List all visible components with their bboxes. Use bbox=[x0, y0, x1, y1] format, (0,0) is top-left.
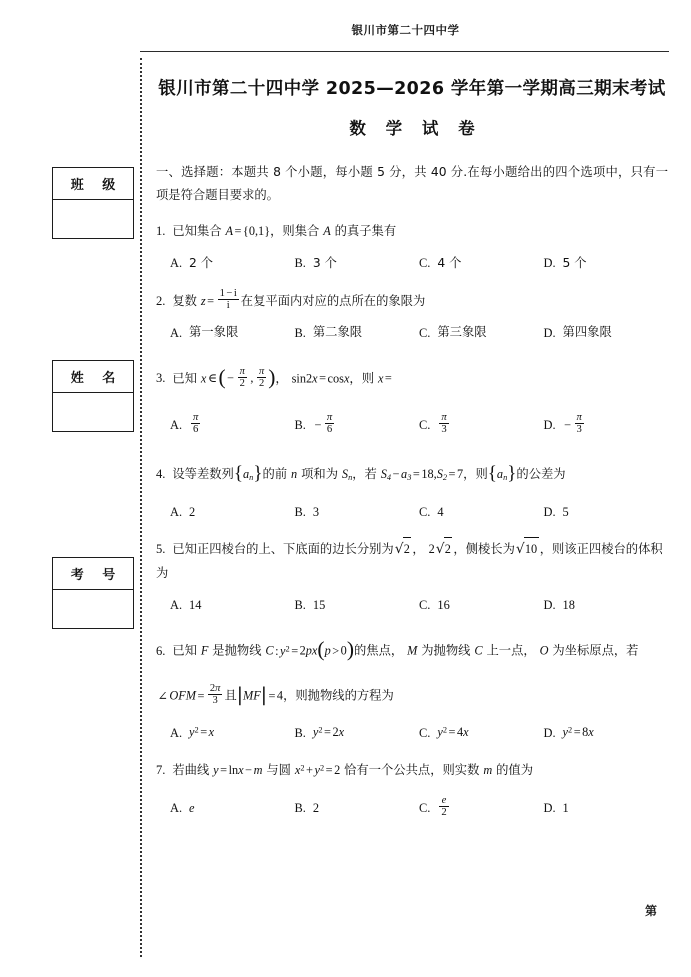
option-text: 3 bbox=[312, 504, 320, 519]
option-letter: D. bbox=[543, 256, 556, 271]
option-letter: C. bbox=[419, 325, 431, 340]
option-text: 5 个 bbox=[562, 255, 587, 270]
exam-sheet bbox=[156, 66, 668, 826]
class-box-field[interactable] bbox=[53, 200, 133, 238]
question-6-stem-line2: ∠ OFM = $\frac{2\pi}{3}$ 且|MF| = 4，则抛物线的方程为 bbox=[157, 683, 394, 707]
question-5-option-d[interactable] bbox=[544, 593, 669, 617]
question-2-option-b[interactable] bbox=[295, 321, 420, 345]
question-4-options bbox=[156, 500, 668, 524]
option-text: 4 bbox=[437, 504, 444, 519]
question-6-option-a[interactable] bbox=[170, 721, 295, 745]
seal-fold-line bbox=[140, 58, 142, 957]
option-text: 2 bbox=[312, 801, 320, 816]
question-7-options bbox=[156, 790, 668, 826]
question-3-option-a[interactable] bbox=[170, 407, 295, 443]
question-4-option-a[interactable] bbox=[170, 500, 295, 524]
option-letter: A. bbox=[170, 325, 183, 340]
option-text: 14 bbox=[189, 598, 202, 613]
question-6-option-c[interactable] bbox=[419, 721, 544, 745]
option-letter: B. bbox=[294, 256, 306, 271]
question-1-stem: 1. 已知集合 A = {0,1}，则集合 A 的真子集有 bbox=[156, 224, 397, 239]
option-letter: D. bbox=[543, 325, 556, 340]
option-text: $\frac{\pi}{3}$ bbox=[576, 411, 582, 435]
name-box-label: 姓 名 bbox=[53, 361, 133, 393]
option-letter: A. bbox=[170, 504, 183, 519]
subject-title: 数 学 试 卷 bbox=[349, 119, 482, 138]
question-3-option-d[interactable]: D. − $\frac{\pi}{3}$ bbox=[544, 407, 669, 443]
option-text: $y^2 = 2x$ bbox=[312, 725, 345, 740]
question-1-option-c[interactable] bbox=[419, 251, 544, 275]
name-box[interactable] bbox=[52, 360, 134, 432]
page-number: 第 bbox=[644, 904, 657, 918]
option-text: 4 个 bbox=[437, 255, 462, 270]
question-7-option-a[interactable] bbox=[170, 790, 295, 826]
option-text: e bbox=[189, 801, 195, 816]
option-letter: A. bbox=[170, 726, 183, 741]
question-5-option-c[interactable] bbox=[419, 593, 544, 617]
option-letter: B. bbox=[294, 801, 306, 816]
option-text: $\frac{\pi}{6}$ bbox=[326, 411, 333, 435]
question-5 bbox=[156, 537, 668, 617]
option-letter: A. bbox=[170, 598, 183, 613]
question-6-options bbox=[156, 721, 668, 745]
question-1-option-b[interactable] bbox=[295, 251, 420, 275]
question-2-number: 2. bbox=[156, 293, 166, 308]
question-2-option-c[interactable] bbox=[419, 321, 544, 345]
option-letter: A. bbox=[170, 256, 183, 271]
running-header bbox=[148, 22, 663, 38]
question-6-number: 6. bbox=[156, 643, 166, 658]
page-title: 银川市第二十四中学 2025—2026 学年第一学期高三期末考试 bbox=[158, 79, 666, 99]
option-letter: A. bbox=[170, 801, 183, 816]
option-text: $y^2 = x$ bbox=[189, 725, 215, 740]
option-letter: B. bbox=[294, 417, 306, 432]
option-letter: C. bbox=[419, 417, 431, 432]
question-4-number: 4. bbox=[156, 466, 166, 481]
option-text: $\frac{\pi}{6}$ bbox=[193, 411, 199, 435]
question-1 bbox=[156, 219, 668, 275]
question-1-option-a[interactable] bbox=[170, 251, 295, 275]
question-3-option-c[interactable] bbox=[419, 407, 544, 443]
option-text: 第一象限 bbox=[189, 324, 239, 339]
question-7-option-b[interactable] bbox=[295, 790, 420, 826]
header-rule bbox=[140, 51, 669, 52]
question-3-options bbox=[156, 407, 668, 443]
question-2-options bbox=[156, 321, 668, 345]
option-letter: C. bbox=[419, 726, 431, 741]
question-1-options bbox=[156, 251, 668, 275]
option-text: 18 bbox=[562, 598, 575, 613]
option-letter: D. bbox=[543, 417, 556, 432]
option-text: 15 bbox=[312, 598, 326, 613]
option-letter: B. bbox=[294, 325, 306, 340]
option-letter: C. bbox=[419, 598, 431, 613]
exam-number-box[interactable] bbox=[52, 557, 134, 629]
exam-number-box-field[interactable] bbox=[53, 590, 133, 628]
option-letter: D. bbox=[543, 504, 556, 519]
question-4-option-c[interactable] bbox=[419, 500, 544, 524]
question-3 bbox=[156, 358, 668, 443]
question-4 bbox=[156, 456, 668, 524]
question-5-number: 5. bbox=[156, 542, 166, 557]
question-2-option-a[interactable] bbox=[170, 321, 295, 345]
option-text: 2 个 bbox=[189, 255, 214, 270]
option-text: $\frac{e}{2}$ bbox=[441, 795, 447, 819]
option-text: 3 个 bbox=[312, 255, 337, 270]
question-1-option-d[interactable] bbox=[544, 251, 669, 275]
question-4-stem: 4. 设等差数列$\{a_n\}$的前 n 项和为 $S_n$，若 $S_4 - a_3 = 18,S_2 = 7$，则$\{a_n\}$的公差为 bbox=[156, 463, 566, 485]
option-text: $y^2 = 8x$ bbox=[562, 725, 594, 740]
option-letter: C. bbox=[419, 504, 431, 519]
question-7 bbox=[156, 758, 668, 826]
question-6 bbox=[156, 630, 668, 745]
class-box-label: 班 级 bbox=[53, 168, 133, 200]
option-letter: B. bbox=[294, 504, 306, 519]
option-letter: A. bbox=[170, 417, 183, 432]
question-3-option-b[interactable]: B. − $\frac{\pi}{6}$ bbox=[295, 407, 420, 443]
option-text: $y^2 = 4x$ bbox=[437, 725, 469, 740]
question-7-stem: 7. 若曲线 y = lnx − m 与圆 $x^2 + y^2 = 2$ 恰有一个公共点，则实数 m 的值为 bbox=[156, 763, 534, 778]
question-2-stem: 2. 复数 z = $\frac{1 - i}{i}$ 在复平面内对应的点所在的象限为 bbox=[156, 288, 426, 312]
class-box[interactable] bbox=[52, 167, 134, 239]
option-text: 5 bbox=[562, 504, 569, 519]
question-7-option-c[interactable] bbox=[419, 790, 544, 826]
running-header-text: 银川市第二十四中学 bbox=[351, 25, 460, 37]
question-5-option-b[interactable] bbox=[295, 593, 420, 617]
name-box-field[interactable] bbox=[53, 393, 133, 431]
option-letter: D. bbox=[543, 598, 556, 613]
option-letter: B. bbox=[294, 598, 306, 613]
option-text: 1 bbox=[562, 801, 569, 816]
option-letter: D. bbox=[543, 726, 556, 741]
option-text: 第二象限 bbox=[312, 324, 363, 339]
option-letter: C. bbox=[419, 256, 431, 271]
option-letter: C. bbox=[419, 801, 431, 816]
question-6-option-b[interactable] bbox=[295, 721, 420, 745]
question-5-options bbox=[156, 593, 668, 617]
question-3-number: 3. bbox=[156, 371, 166, 386]
question-2 bbox=[156, 289, 668, 345]
option-text: 第四象限 bbox=[562, 324, 612, 339]
question-6-stem: 6. 已知 F 是抛物线 C : $y^2 = 2px(p > 0)$的焦点， M 为抛物线 C 上一点， O 为坐标原点，若 bbox=[156, 637, 639, 662]
question-5-stem: 5. 已知正四棱台的上、下底面的边长分别为 √ 2 ， 2 √ 2 ，侧棱长为 √ 10 ，则该正四棱台的体积为 bbox=[156, 537, 668, 586]
question-7-option-d[interactable] bbox=[544, 790, 669, 826]
question-4-option-b[interactable] bbox=[295, 500, 420, 524]
question-5-option-a[interactable] bbox=[170, 593, 295, 617]
question-6-option-d[interactable] bbox=[544, 721, 669, 745]
option-text: $\frac{\pi}{3}$ bbox=[441, 411, 447, 435]
section-instructions: 一、选择题：本题共 8 个小题，每小题 5 分，共 40 分.在每小题给出的四个选项中，只有一项是符合题目要求的。 bbox=[156, 165, 668, 202]
option-letter: D. bbox=[543, 801, 556, 816]
question-2-option-d[interactable] bbox=[544, 321, 669, 345]
question-4-option-d[interactable] bbox=[544, 500, 669, 524]
option-letter: B. bbox=[294, 726, 306, 741]
question-3-stem: 3. 已知 x ∈( − $\frac{\pi}{2}$ , $\frac{\pi}{2}$ )， sin2x = cosx，则 x = bbox=[156, 364, 392, 389]
option-text: 2 bbox=[189, 504, 196, 519]
option-text: 16 bbox=[437, 598, 450, 613]
question-1-number: 1. bbox=[156, 224, 166, 239]
option-text: 第三象限 bbox=[437, 324, 487, 339]
question-7-number: 7. bbox=[156, 763, 166, 778]
exam-number-box-label: 考 号 bbox=[53, 558, 133, 590]
